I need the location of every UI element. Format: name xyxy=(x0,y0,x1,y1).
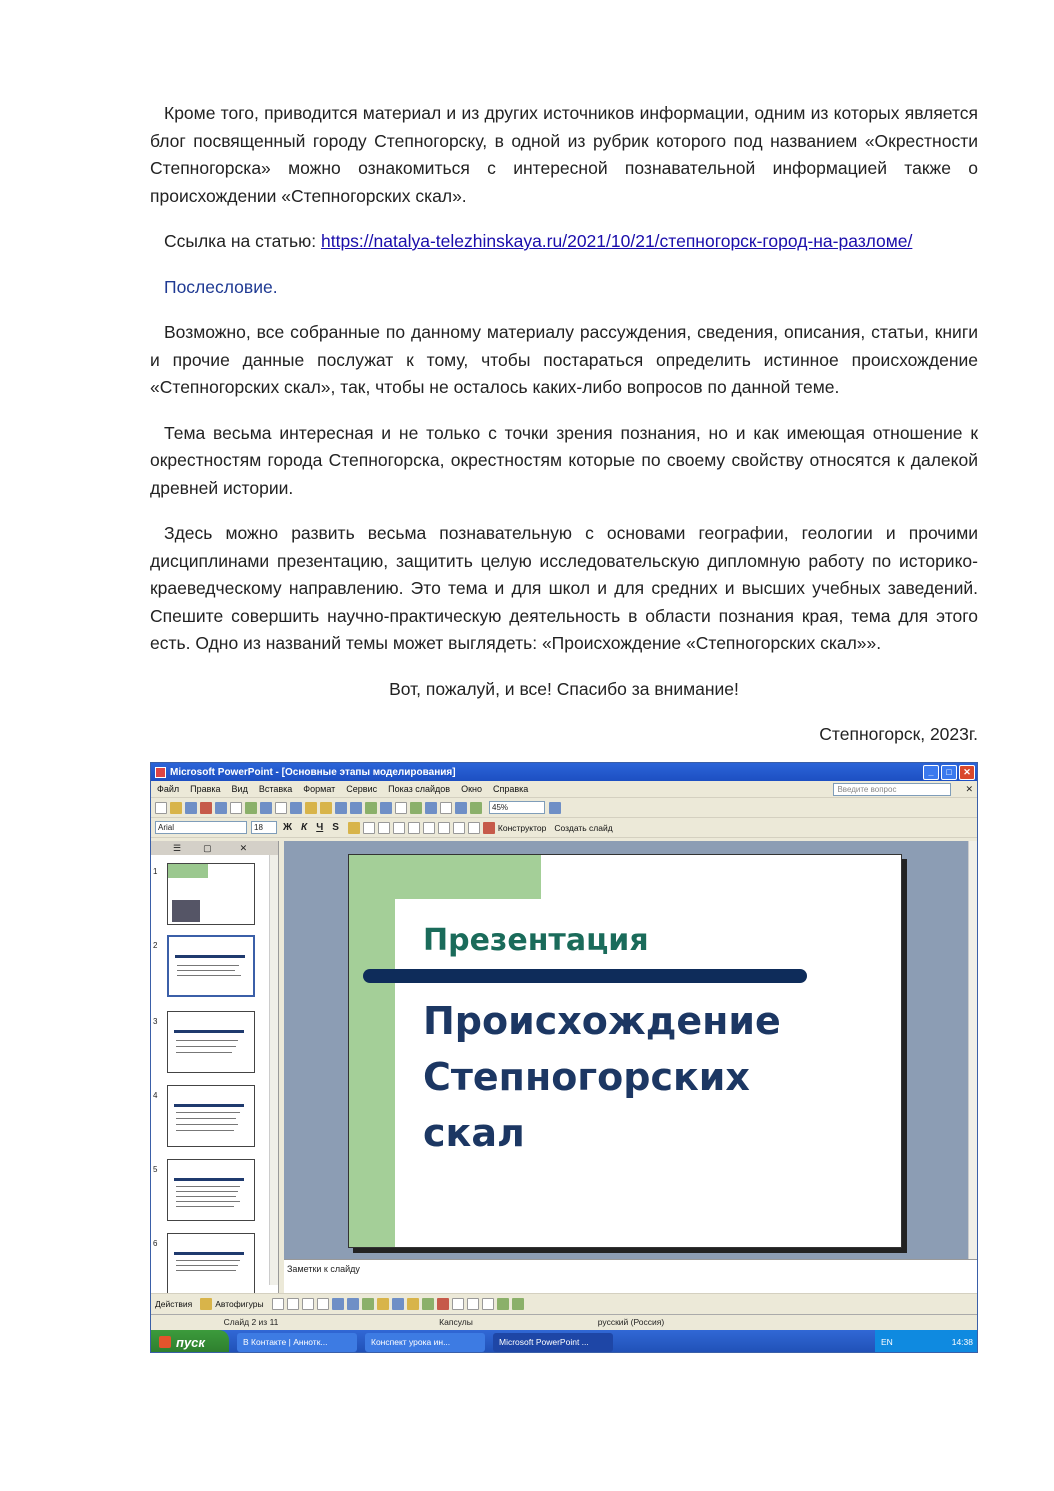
decrease-indent-icon[interactable] xyxy=(453,822,465,834)
language-indicator[interactable]: EN xyxy=(881,1337,893,1347)
thumb-rule xyxy=(174,1178,244,1181)
thumb-number: 4 xyxy=(153,1091,158,1100)
new-slide-button[interactable]: Создать слайд xyxy=(554,822,613,833)
italic-button[interactable]: К xyxy=(301,822,308,833)
subtitle-line: Происхождение xyxy=(423,999,781,1043)
align-right-icon[interactable] xyxy=(378,822,390,834)
menu-format[interactable]: Формат xyxy=(303,784,336,794)
thumb-number: 5 xyxy=(153,1165,158,1174)
article-link-line xyxy=(150,228,978,256)
system-tray xyxy=(875,1330,978,1353)
slide-heading[interactable]: Презентация xyxy=(423,923,649,958)
print-icon[interactable] xyxy=(215,802,227,814)
subtitle-line: скал xyxy=(423,1111,525,1155)
signature: Степногорск, 2023г. xyxy=(819,724,978,744)
fill-color-icon[interactable] xyxy=(407,1298,419,1310)
tables-borders-icon[interactable] xyxy=(395,802,407,814)
powerpoint-app-icon xyxy=(155,767,166,778)
bold-button[interactable]: Ж xyxy=(283,822,293,833)
thumb-rule xyxy=(175,955,245,958)
notes-pane[interactable]: Заметки к слайду xyxy=(284,1259,978,1299)
slide-green-band xyxy=(349,855,395,1248)
windows-logo-icon xyxy=(159,1336,171,1348)
thumb-number: 6 xyxy=(153,1239,158,1248)
menu-tools[interactable]: Сервис xyxy=(346,784,378,794)
grid-icon[interactable] xyxy=(455,802,467,814)
line-color-icon[interactable] xyxy=(422,1298,434,1310)
paragraph-possibly: Возможно, все собранные по данному материалу рассуждения, сведения, описания, статьи, книги и прочие данные послужат к тому, чтобы постараться определить истинное происхождение «Степногорских скал», так, чтобы не осталось каких-либо вопросов по данной теме. xyxy=(150,322,978,397)
thumb-text-line xyxy=(176,1191,238,1192)
clock: 14:38 xyxy=(951,1337,973,1347)
menu-slideshow[interactable]: Показ слайдов xyxy=(388,784,451,794)
new-slide-icon[interactable] xyxy=(410,802,422,814)
expand-all-icon[interactable] xyxy=(425,802,437,814)
select-objects-icon[interactable] xyxy=(200,1298,212,1310)
draw-actions-menu[interactable]: Действия xyxy=(155,1298,193,1309)
slide-thumbnail[interactable] xyxy=(167,863,255,925)
thumb-text-line xyxy=(176,1265,238,1266)
status-design: Капсулы xyxy=(439,1317,473,1327)
window-titlebar xyxy=(151,763,977,781)
dash-style-icon[interactable] xyxy=(467,1298,479,1310)
menu-window[interactable]: Окно xyxy=(461,784,482,794)
taskbar-item[interactable]: В Контакте | Аннотк... xyxy=(237,1333,357,1352)
slide-thumbnail-selected[interactable] xyxy=(167,935,255,997)
thumb-text-line xyxy=(176,1186,240,1187)
powerpoint-screenshot xyxy=(150,762,978,1353)
help-icon[interactable] xyxy=(549,802,561,814)
thumb-number: 2 xyxy=(153,941,158,950)
chart-icon[interactable] xyxy=(365,802,377,814)
diagram-icon[interactable] xyxy=(362,1298,374,1310)
menu-help[interactable]: Справка xyxy=(493,784,529,794)
spelling-icon[interactable] xyxy=(245,802,257,814)
preview-icon[interactable] xyxy=(230,802,242,814)
menu-file[interactable]: Файл xyxy=(157,784,180,794)
thumb-rule xyxy=(174,1104,244,1107)
cut-icon[interactable] xyxy=(275,802,287,814)
decrease-font-icon[interactable] xyxy=(438,822,450,834)
thumb-image xyxy=(172,900,200,922)
thumb-number: 3 xyxy=(153,1017,158,1026)
font-color-draw-icon[interactable] xyxy=(437,1298,449,1310)
line-icon[interactable] xyxy=(272,1298,284,1310)
picture-icon[interactable] xyxy=(392,1298,404,1310)
windows-taskbar xyxy=(151,1330,978,1353)
afterword-heading: Послесловие. xyxy=(164,276,278,297)
thumb-decoration xyxy=(168,864,208,878)
slide-thumbnail[interactable] xyxy=(167,1159,255,1221)
status-language: русский (Россия) xyxy=(597,1317,665,1327)
permission-icon[interactable] xyxy=(200,802,212,814)
wordart-icon[interactable] xyxy=(347,1298,359,1310)
increase-font-icon[interactable] xyxy=(423,822,435,834)
status-slide-position: Слайд 2 из 11 xyxy=(223,1317,279,1327)
thumb-rule xyxy=(174,1252,244,1255)
paragraph-topic: Тема весьма интересная и не только с точки зрения познания, но и как имеющая отношение к окрестностям города Степногорска, окрестностям которые по своему свойству относятся к далекой древней истории. xyxy=(150,422,978,498)
window-title: Microsoft PowerPoint - [Основные этапы моделирования] xyxy=(170,766,456,778)
thumb-text-line xyxy=(177,970,235,971)
status-bar xyxy=(151,1314,978,1329)
ask-question-input[interactable]: Введите вопрос xyxy=(833,783,951,796)
zoom-select[interactable]: 45% xyxy=(489,801,545,814)
thumb-text-line xyxy=(177,965,239,966)
thumbnail-tabs xyxy=(151,841,278,855)
thumb-text-line xyxy=(176,1196,236,1197)
minimize-button[interactable]: _ xyxy=(923,765,939,780)
arrow-icon[interactable] xyxy=(287,1298,299,1310)
font-size-select[interactable]: 18 xyxy=(251,821,277,834)
designer-button[interactable]: Конструктор xyxy=(497,822,547,833)
document-body xyxy=(150,100,978,749)
slide-subtitle[interactable] xyxy=(423,993,843,1161)
clipart-icon[interactable] xyxy=(377,1298,389,1310)
thumb-text-line xyxy=(176,1112,240,1113)
show-formatting-icon[interactable] xyxy=(440,802,452,814)
taskbar-item[interactable]: Конспект урока ин... xyxy=(365,1333,485,1352)
align-center-icon[interactable] xyxy=(363,822,375,834)
table-icon[interactable] xyxy=(380,802,392,814)
arrow-style-icon[interactable] xyxy=(482,1298,494,1310)
outline-tab-icon[interactable]: ☰ xyxy=(173,842,182,853)
editor-panes xyxy=(151,841,978,1299)
paragraph-presentation: Здесь можно развить весьма познавательную с основами географии, геологии и прочими дисциплинами презентацию, защитить целую исследовательскую дипломную работу по историко-краеведческому направлению. Это тема и для школ и для средних и высших учебных заведений. Спешите совершить научно-практическую деятельность в области познания края, тема для этого есть. Одно из названий темы может выглядеть: «Происхождение «Степногорских скал»». xyxy=(150,523,978,653)
slides-tab-icon[interactable]: ▢ xyxy=(203,842,212,853)
slide-thumbnail[interactable] xyxy=(167,1233,255,1295)
slide-thumbnails-pane xyxy=(151,841,279,1299)
new-icon[interactable] xyxy=(155,802,167,814)
font-select[interactable]: Arial xyxy=(155,821,247,834)
increase-indent-icon[interactable] xyxy=(468,822,480,834)
thumb-text-line xyxy=(176,1046,236,1047)
link-prefix: Ссылка на статью: xyxy=(164,231,321,251)
thumb-rule xyxy=(174,1030,244,1033)
menu-edit[interactable]: Правка xyxy=(190,784,221,794)
thumb-number: 1 xyxy=(153,867,158,876)
redo-icon[interactable] xyxy=(350,802,362,814)
thumb-text-line xyxy=(176,1130,234,1131)
thumbnails-scrollbar[interactable] xyxy=(269,855,278,1285)
paragraph-sources: Кроме того, приводится материал и из других источников информации, одним из которых является блог посвященный городу Степногорску, в одной из рубрик которого под названием «Окрестности Степногорска» можно ознакомиться с интересной познавательной информацией также о происхождении «Степногорских скал». xyxy=(150,103,978,206)
standard-toolbar xyxy=(151,798,977,818)
slide-rule xyxy=(363,969,807,983)
article-link[interactable]: https://natalya-telezhinskaya.ru/2021/10/21/степногорск-город-на-разломе/ xyxy=(320,231,913,251)
3d-style-icon[interactable] xyxy=(512,1298,524,1310)
shadow-style-icon[interactable] xyxy=(497,1298,509,1310)
textbox-icon[interactable] xyxy=(332,1298,344,1310)
menu-insert[interactable]: Вставка xyxy=(258,784,293,794)
thumb-text-line xyxy=(176,1201,240,1202)
underline-button[interactable]: Ч xyxy=(316,822,324,833)
thumb-text-line xyxy=(176,1206,234,1207)
slide-thumbnail[interactable] xyxy=(167,1085,255,1147)
thumb-text-line xyxy=(176,1260,240,1261)
menu-bar xyxy=(151,781,977,798)
maximize-button[interactable]: □ xyxy=(941,765,957,780)
copy-icon[interactable] xyxy=(290,802,302,814)
line-style-icon[interactable] xyxy=(452,1298,464,1310)
thumb-text-line xyxy=(176,1040,238,1041)
start-label: пуск xyxy=(176,1334,205,1350)
current-slide[interactable] xyxy=(348,854,902,1248)
thumb-text-line xyxy=(177,975,241,976)
close-button[interactable]: ✕ xyxy=(959,765,975,780)
drawing-toolbar xyxy=(151,1293,978,1313)
color-grayscale-icon[interactable] xyxy=(470,802,482,814)
closing-line: Вот, пожалуй, и все! Спасибо за внимание! xyxy=(389,678,739,699)
undo-icon[interactable] xyxy=(335,802,347,814)
slide-stage xyxy=(284,841,968,1259)
numbering-icon[interactable] xyxy=(393,822,405,834)
paste-icon[interactable] xyxy=(305,802,317,814)
menu-view[interactable]: Вид xyxy=(231,784,248,794)
font-color-icon[interactable] xyxy=(483,822,495,834)
autoshapes-menu[interactable]: Автофигуры xyxy=(215,1298,264,1309)
shadow-button[interactable]: S xyxy=(332,822,339,833)
close-pane-icon[interactable]: ✕ xyxy=(239,842,248,853)
start-button[interactable] xyxy=(151,1330,229,1353)
open-icon[interactable] xyxy=(170,802,182,814)
oval-icon[interactable] xyxy=(317,1298,329,1310)
close-doc-icon[interactable]: ✕ xyxy=(965,783,973,794)
rectangle-icon[interactable] xyxy=(302,1298,314,1310)
thumb-text-line xyxy=(176,1124,238,1125)
stage-scrollbar[interactable] xyxy=(968,841,978,1259)
research-icon[interactable] xyxy=(260,802,272,814)
formatting-toolbar xyxy=(151,818,977,838)
thumb-text-line xyxy=(176,1052,232,1053)
thumb-text-line xyxy=(176,1270,236,1271)
thumb-text-line xyxy=(176,1118,236,1119)
save-icon[interactable] xyxy=(185,802,197,814)
taskbar-item-active[interactable]: Microsoft PowerPoint ... xyxy=(493,1333,613,1352)
subtitle-line: Степногорских xyxy=(423,1055,750,1099)
slide-thumbnail[interactable] xyxy=(167,1011,255,1073)
format-painter-icon[interactable] xyxy=(320,802,332,814)
slide-green-top xyxy=(395,855,541,899)
bullets-icon[interactable] xyxy=(408,822,420,834)
align-left-icon[interactable] xyxy=(348,822,360,834)
